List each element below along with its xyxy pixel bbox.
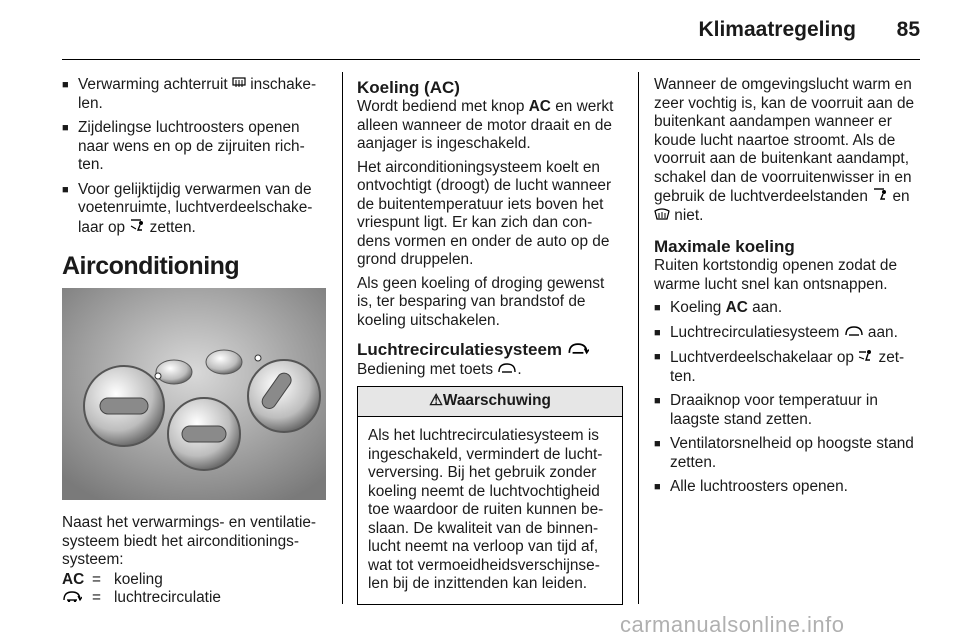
recirculation-icon [62,589,92,607]
definition-desc: luchtrecirculatie [114,589,221,606]
list-item: ■ Alle luchtroosters openen. [654,478,922,497]
heading-cooling-ac: Koeling (AC) [357,78,460,97]
bullet-list [62,76,326,237]
airflow-feet-windscreen-icon [872,187,888,207]
definition-row [62,571,326,589]
rear-defrost-icon [232,76,246,95]
list-item: ■ Zijdelingse luchtroosters openen naar wens en op de zijruiten rich-ten. [62,119,326,175]
definition-term: AC [62,571,85,588]
warning-box [357,386,623,605]
paragraph: Wanneer de omgevingslucht warm en zeer vochtig is, kan de voorruit aan de buitenkant aandampen wanneer er koude lucht naartoe stroomt. Als de voorruit aan de buitenkant aandampt, schakel dan de voorruitenwisser in en gebruik de luchtverdeelstanden en niet. [654,76,915,224]
list-item: ■ Luchtrecirculatiesysteem aan. [654,324,922,343]
warning-text: Als het luchtrecirculatiesysteem is ingeschakeld, vermindert de lucht-verversing. Bij het gebruik zonder koeling neemt de luchtvochtigheid toe waardoor de ruiten kunnen be-slaan. De kwaliteit van de binnen-lucht neemt na verloop van tijd af, wat tot vermoeidheidsverschijnse-len bij de inzittenden kan leiden. [368,427,604,592]
list-item: ■ Voor gelijktijdig verwarmen van de voetenruimte, luchtverdeelschake-laar op zetten. [62,181,326,238]
column-rule-1 [342,72,343,604]
page-header-title: Klimaatregeling [698,18,856,41]
paragraph: Wordt bediend met knop AC en werkt alleen wanneer de motor draait en de aanjager is ingeschakeld. [357,98,614,152]
ac-intro-text: Naast het verwarmings- en ventilatie-systeem biedt het airconditionings-systeem: [62,514,317,568]
page-number: 85 [896,18,920,41]
section-heading-airconditioning: Airconditioning [62,252,240,280]
list-item: ■ Draaiknop voor temperatuur in laagste stand zetten. [654,392,922,429]
definition-desc: koeling [114,571,163,588]
warning-header: ⚠Waarschuwing [358,387,622,418]
definition-eq: = [92,589,101,606]
definition-eq: = [92,571,101,588]
airflow-face-feet-icon [858,348,874,368]
airflow-feet-windscreen-icon [129,218,145,238]
list-item: ■ Koeling AC aan. [654,299,922,318]
definition-row [62,589,326,607]
header-rule [62,59,920,60]
recirculation-icon [567,341,589,361]
watermark: carmanualsonline.info [620,612,845,637]
list-item: ■ Verwarming achterruit inschake-len. [62,76,326,113]
column-rule-2 [638,72,639,604]
list-item: ■ Luchtverdeelschakelaar op zet-ten. [654,348,922,386]
warning-triangle-icon: ⚠ [429,391,443,409]
recirculation-icon [844,324,864,343]
paragraph: Het airconditioningsysteem koelt en ontvochtigt (droogt) de lucht wanneer de buitentemperatuur iets boven het vriespunt ligt. Er kan zich dan con-dens vormen en onder de auto op de grond druppelen. [357,158,612,268]
paragraph: Ruiten kortstondig openen zodat de warme lucht snel kan ontsnappen. [654,257,898,293]
list-item: ■ Ventilatorsnelheid op hoogste stand zetten. [654,435,922,472]
heading-max-cooling: Maximale koeling [654,237,795,256]
heading-recirculation: Luchtrecirculatiesysteem [357,340,623,361]
column-3 [654,76,922,503]
recirculation-icon [497,361,517,380]
climate-control-panel-photo [62,288,326,500]
bullet-list [654,299,922,497]
column-1 [62,76,326,243]
paragraph: Bediening met toets . [357,361,522,378]
paragraph: Als geen koeling of droging gewenst is, ter besparing van brandstof de koeling uitschakelen. [357,274,605,329]
column-2 [357,78,623,605]
windscreen-defrost-icon [654,207,670,226]
